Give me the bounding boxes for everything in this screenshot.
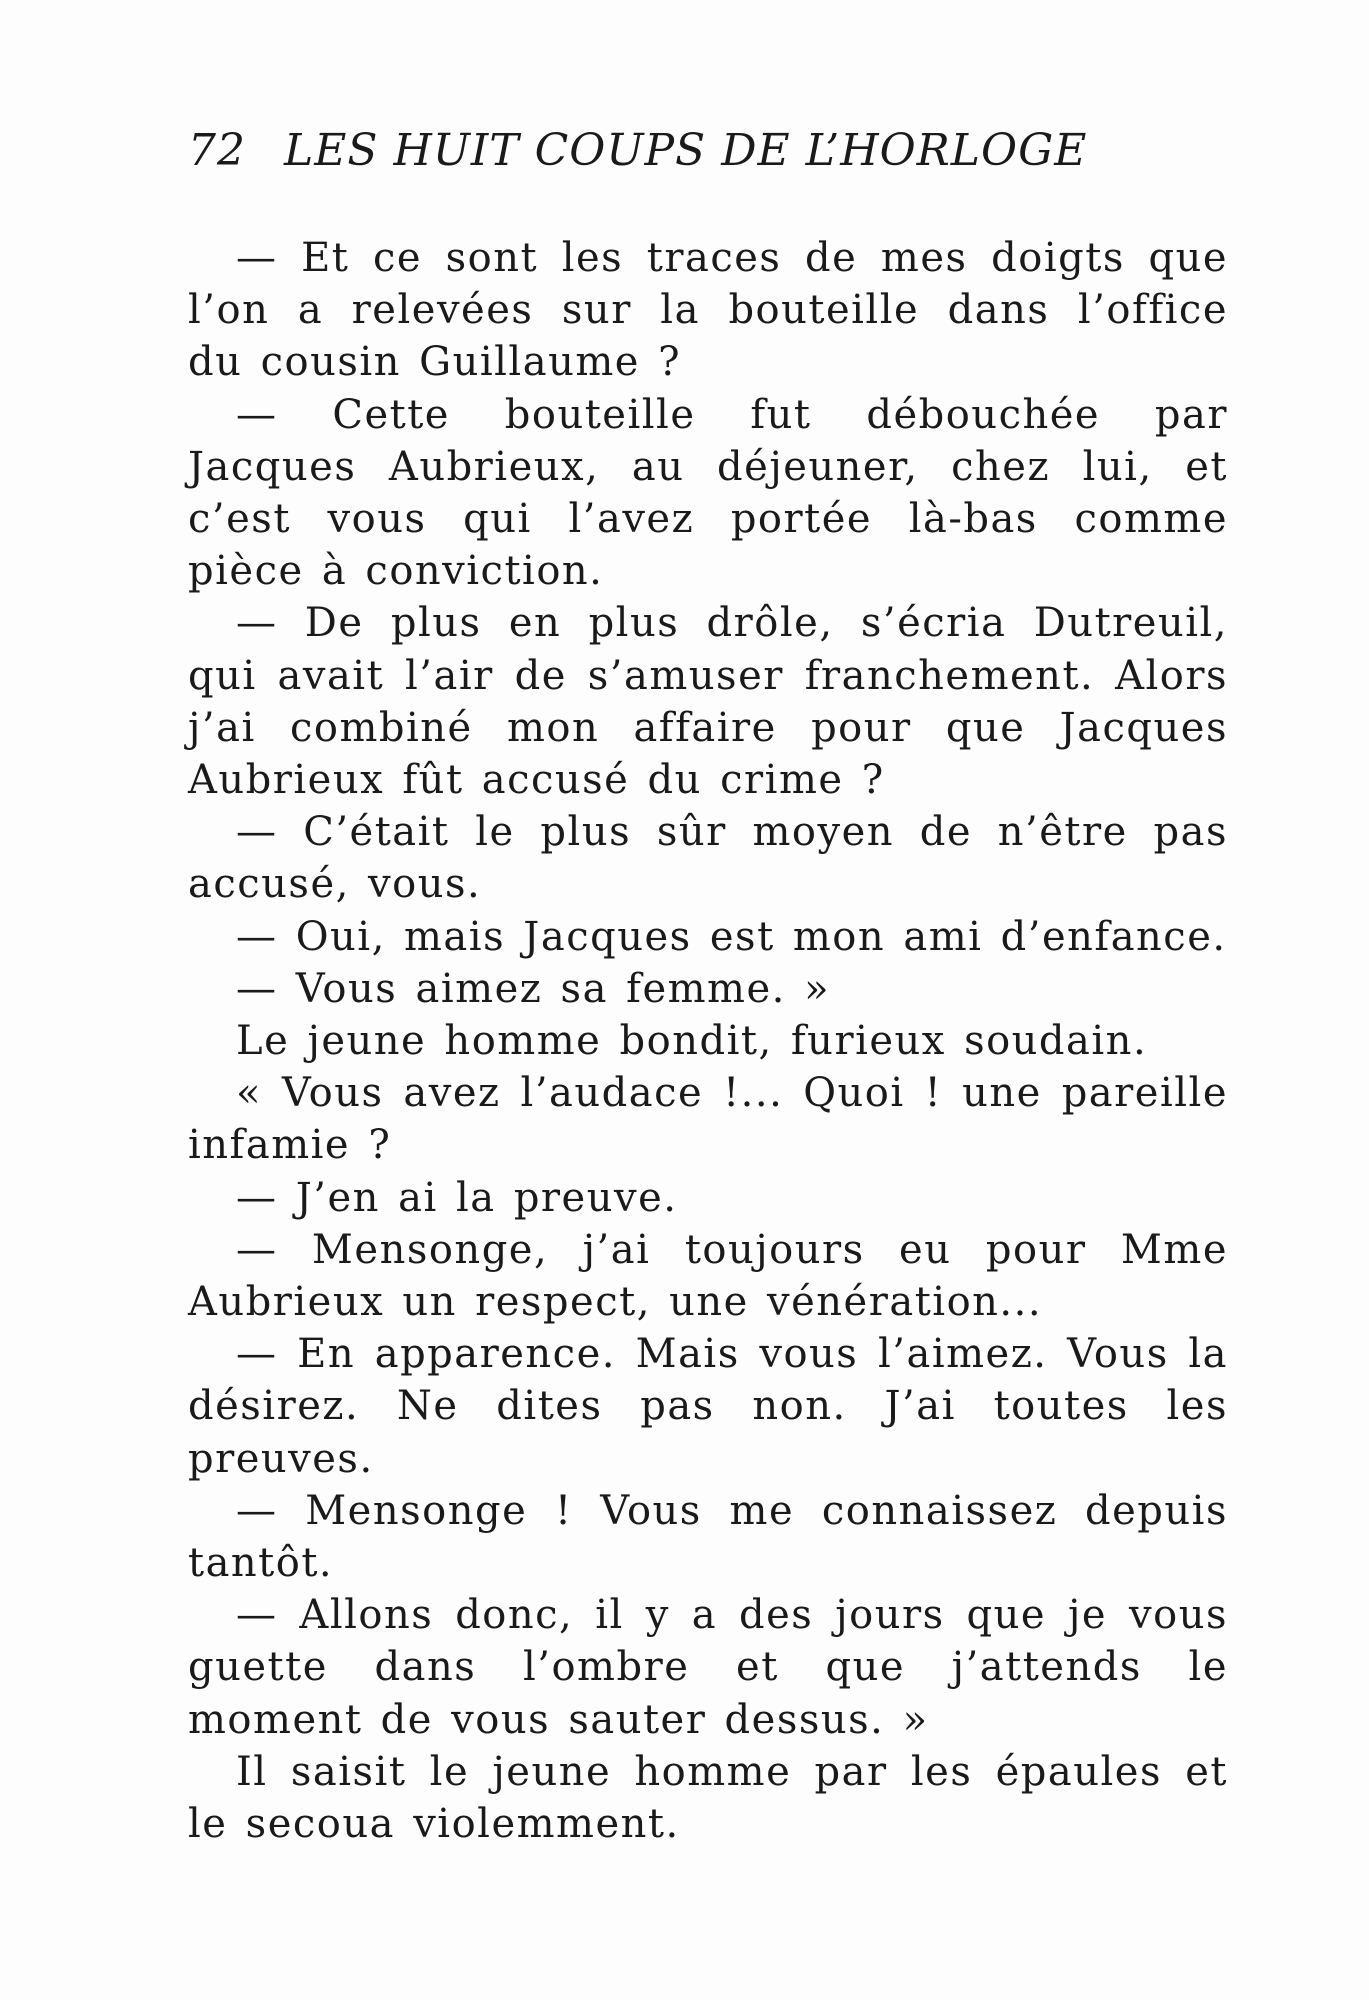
- paragraph: — Vous aimez sa femme. »: [236, 965, 831, 1012]
- paragraph: — Mensonge, j’ai toujours eu pour Mme Aubrieux un respect, une vénération...: [188, 1226, 1228, 1326]
- paragraph: — De plus en plus drôle, s’écria Dutreuil, qui avait l’air de s’amuser franchement. Alors j’ai combiné mon affaire pour que Jacques Aubrieux fût accusé du crime ?: [188, 600, 1228, 804]
- paragraph: — Mensonge ! Vous me connaissez depuis tantôt.: [188, 1487, 1228, 1587]
- paragraph: — Cette bouteille fut débouchée par Jacques Aubrieux, au déjeuner, chez lui, et c’est vous qui l’avez portée là-bas comme pièce à conviction.: [188, 391, 1228, 595]
- paragraph: Il saisit le jeune homme par les épaules et le secoua violemment.: [188, 1748, 1228, 1848]
- paragraph: — Allons donc, il y a des jours que je vous guette dans l’ombre et que j’attends le moment de vous sauter dessus. »: [188, 1592, 1228, 1743]
- running-head: [188, 125, 1228, 176]
- paragraph: Le jeune homme bondit, furieux soudain.: [236, 1018, 1148, 1065]
- body-text: [188, 232, 1228, 1850]
- paragraph: « Vous avez l’audace !... Quoi ! une pareille infamie ?: [188, 1070, 1228, 1169]
- book-title: LES HUIT COUPS DE L’HORLOGE: [284, 125, 1088, 176]
- paragraph: — C’était le plus sûr moyen de n’être pas accusé, vous.: [188, 809, 1228, 908]
- paragraph: — J’en ai la preuve.: [236, 1174, 678, 1221]
- paragraph: — Et ce sont les traces de mes doigts que l’on a relevées sur la bouteille dans l’office du cousin Guillaume ?: [188, 235, 1228, 386]
- page-number: 72: [188, 125, 246, 176]
- paragraph: — En apparence. Mais vous l’aimez. Vous la désirez. Ne dites pas non. J’ai toutes les preuves.: [188, 1331, 1228, 1482]
- paragraph: — Oui, mais Jacques est mon ami d’enfance.: [236, 913, 1227, 960]
